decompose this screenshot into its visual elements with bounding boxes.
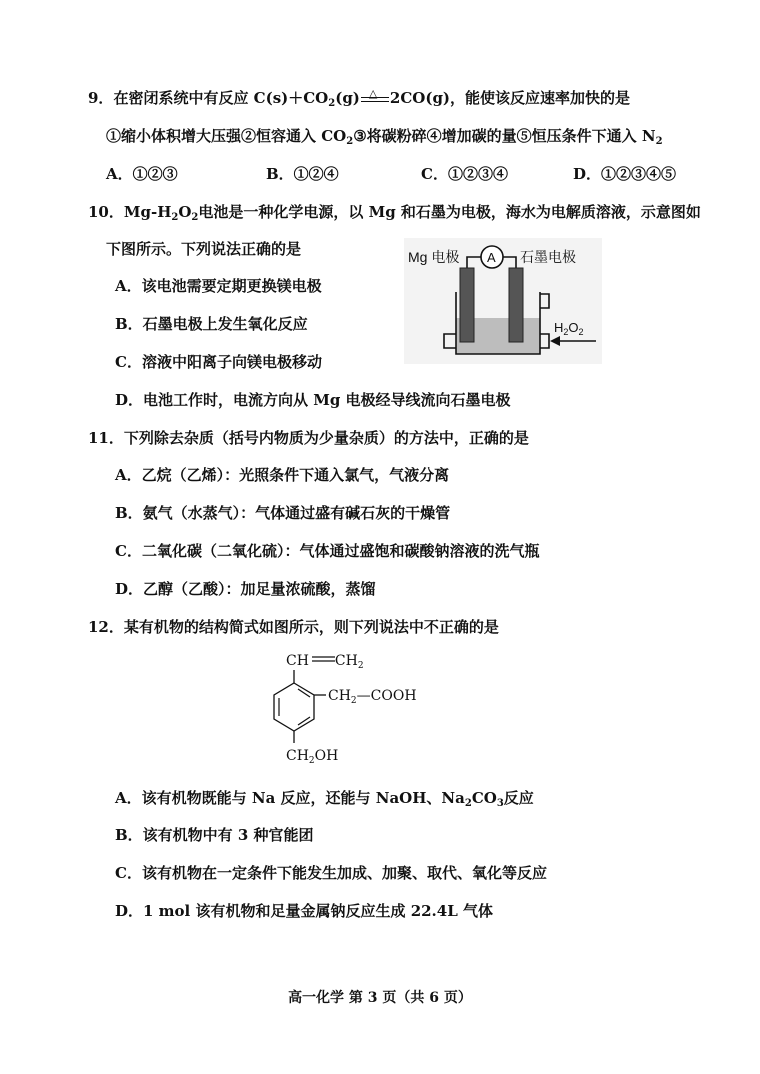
- q12-option-c: C．该有机物在一定条件下能发生加成、加聚、取代、氧化等反应: [115, 864, 547, 882]
- structural-formula: [256, 647, 456, 772]
- q11-stem: 11．下列除去杂质（括号内物质为少量杂质）的方法中，正确的是: [88, 429, 529, 447]
- q10-option-d: D．电池工作时，电流方向从 Mg 电极经导线流向石墨电极: [115, 391, 511, 409]
- acetic-acid-side-chain: $CH_2—COOH$: [328, 688, 417, 706]
- svg-text:A: A: [487, 250, 496, 265]
- q12-option-d: D．1 mol 该有机物和足量金属钠反应生成 22.4L 气体: [115, 902, 493, 920]
- q12-option-b: B．该有机物中有 3 种官能团: [115, 826, 314, 844]
- q10-stem: 10．$Mg-H_2O_2$电池是一种化学电源，以 Mg 和石墨为电极，海水为电解质溶液，示意图如: [88, 203, 701, 223]
- q9-stem: 9．在密闭系统中有反应 $C(s)+CO_2(g)$ △ 2CO(g)，能使该反应速率加快的是: [88, 87, 631, 109]
- page-footer: 高一化学 第 3 页（共 6 页）: [288, 990, 472, 1006]
- hydroxymethyl-group: $CH_2OH$: [286, 748, 339, 766]
- q9-option-c: C．①②③④: [421, 165, 508, 183]
- q10-option-c: C．溶液中阳离子向镁电极移动: [115, 353, 322, 371]
- q12-option-a: A．该有机物既能与 Na 反应，还能与 NaOH、$Na_2CO_3$反应: [115, 789, 534, 809]
- q10-option-b: B．石墨电极上发生氧化反应: [115, 315, 308, 333]
- q11-option-d: D．乙醇（乙酸）：加足量浓硫酸，蒸馏: [115, 580, 376, 598]
- q11-option-a: A．乙烷（乙烯）：光照条件下通入氯气，气液分离: [115, 466, 450, 484]
- q9-conditions: ①缩小体积增大压强②恒容通入 $CO_2③$将碳粉碎④增加碳的量⑤恒压条件下通入 $N_2$: [106, 127, 663, 147]
- inflow-arrow-icon: [550, 336, 560, 346]
- q11-option-b: B．氨气（水蒸气）：气体通过盛有碱石灰的干燥管: [115, 504, 451, 522]
- q9-option-d: D．①②③④⑤: [573, 165, 677, 183]
- h2o2-label: $H_2O_2$: [554, 320, 584, 337]
- heat-equilibrium-sign: △: [360, 88, 390, 108]
- q9-option-b: B．①②④: [266, 165, 339, 183]
- q12-stem: 12．某有机物的结构简式如图所示，则下列说法中不正确的是: [88, 618, 499, 636]
- mg-electrode: [460, 268, 474, 342]
- mg-electrode-label: Mg 电极: [408, 249, 460, 265]
- q10-stem-line2: 下图所示。下列说法正确的是: [106, 240, 302, 258]
- vinyl-group: CH $CH_2$: [286, 653, 364, 671]
- battery-diagram: [404, 238, 602, 364]
- q10-option-a: A．该电池需要定期更换镁电极: [115, 277, 322, 295]
- benzene-ring: [274, 683, 314, 731]
- q11-option-c: C．二氧化碳（二氧化硫）：气体通过盛饱和碳酸钠溶液的洗气瓶: [115, 542, 540, 560]
- graphite-electrode: [509, 268, 523, 342]
- q9-option-a: A．①②③: [106, 165, 178, 183]
- graphite-electrode-label: 石墨电极: [520, 249, 576, 265]
